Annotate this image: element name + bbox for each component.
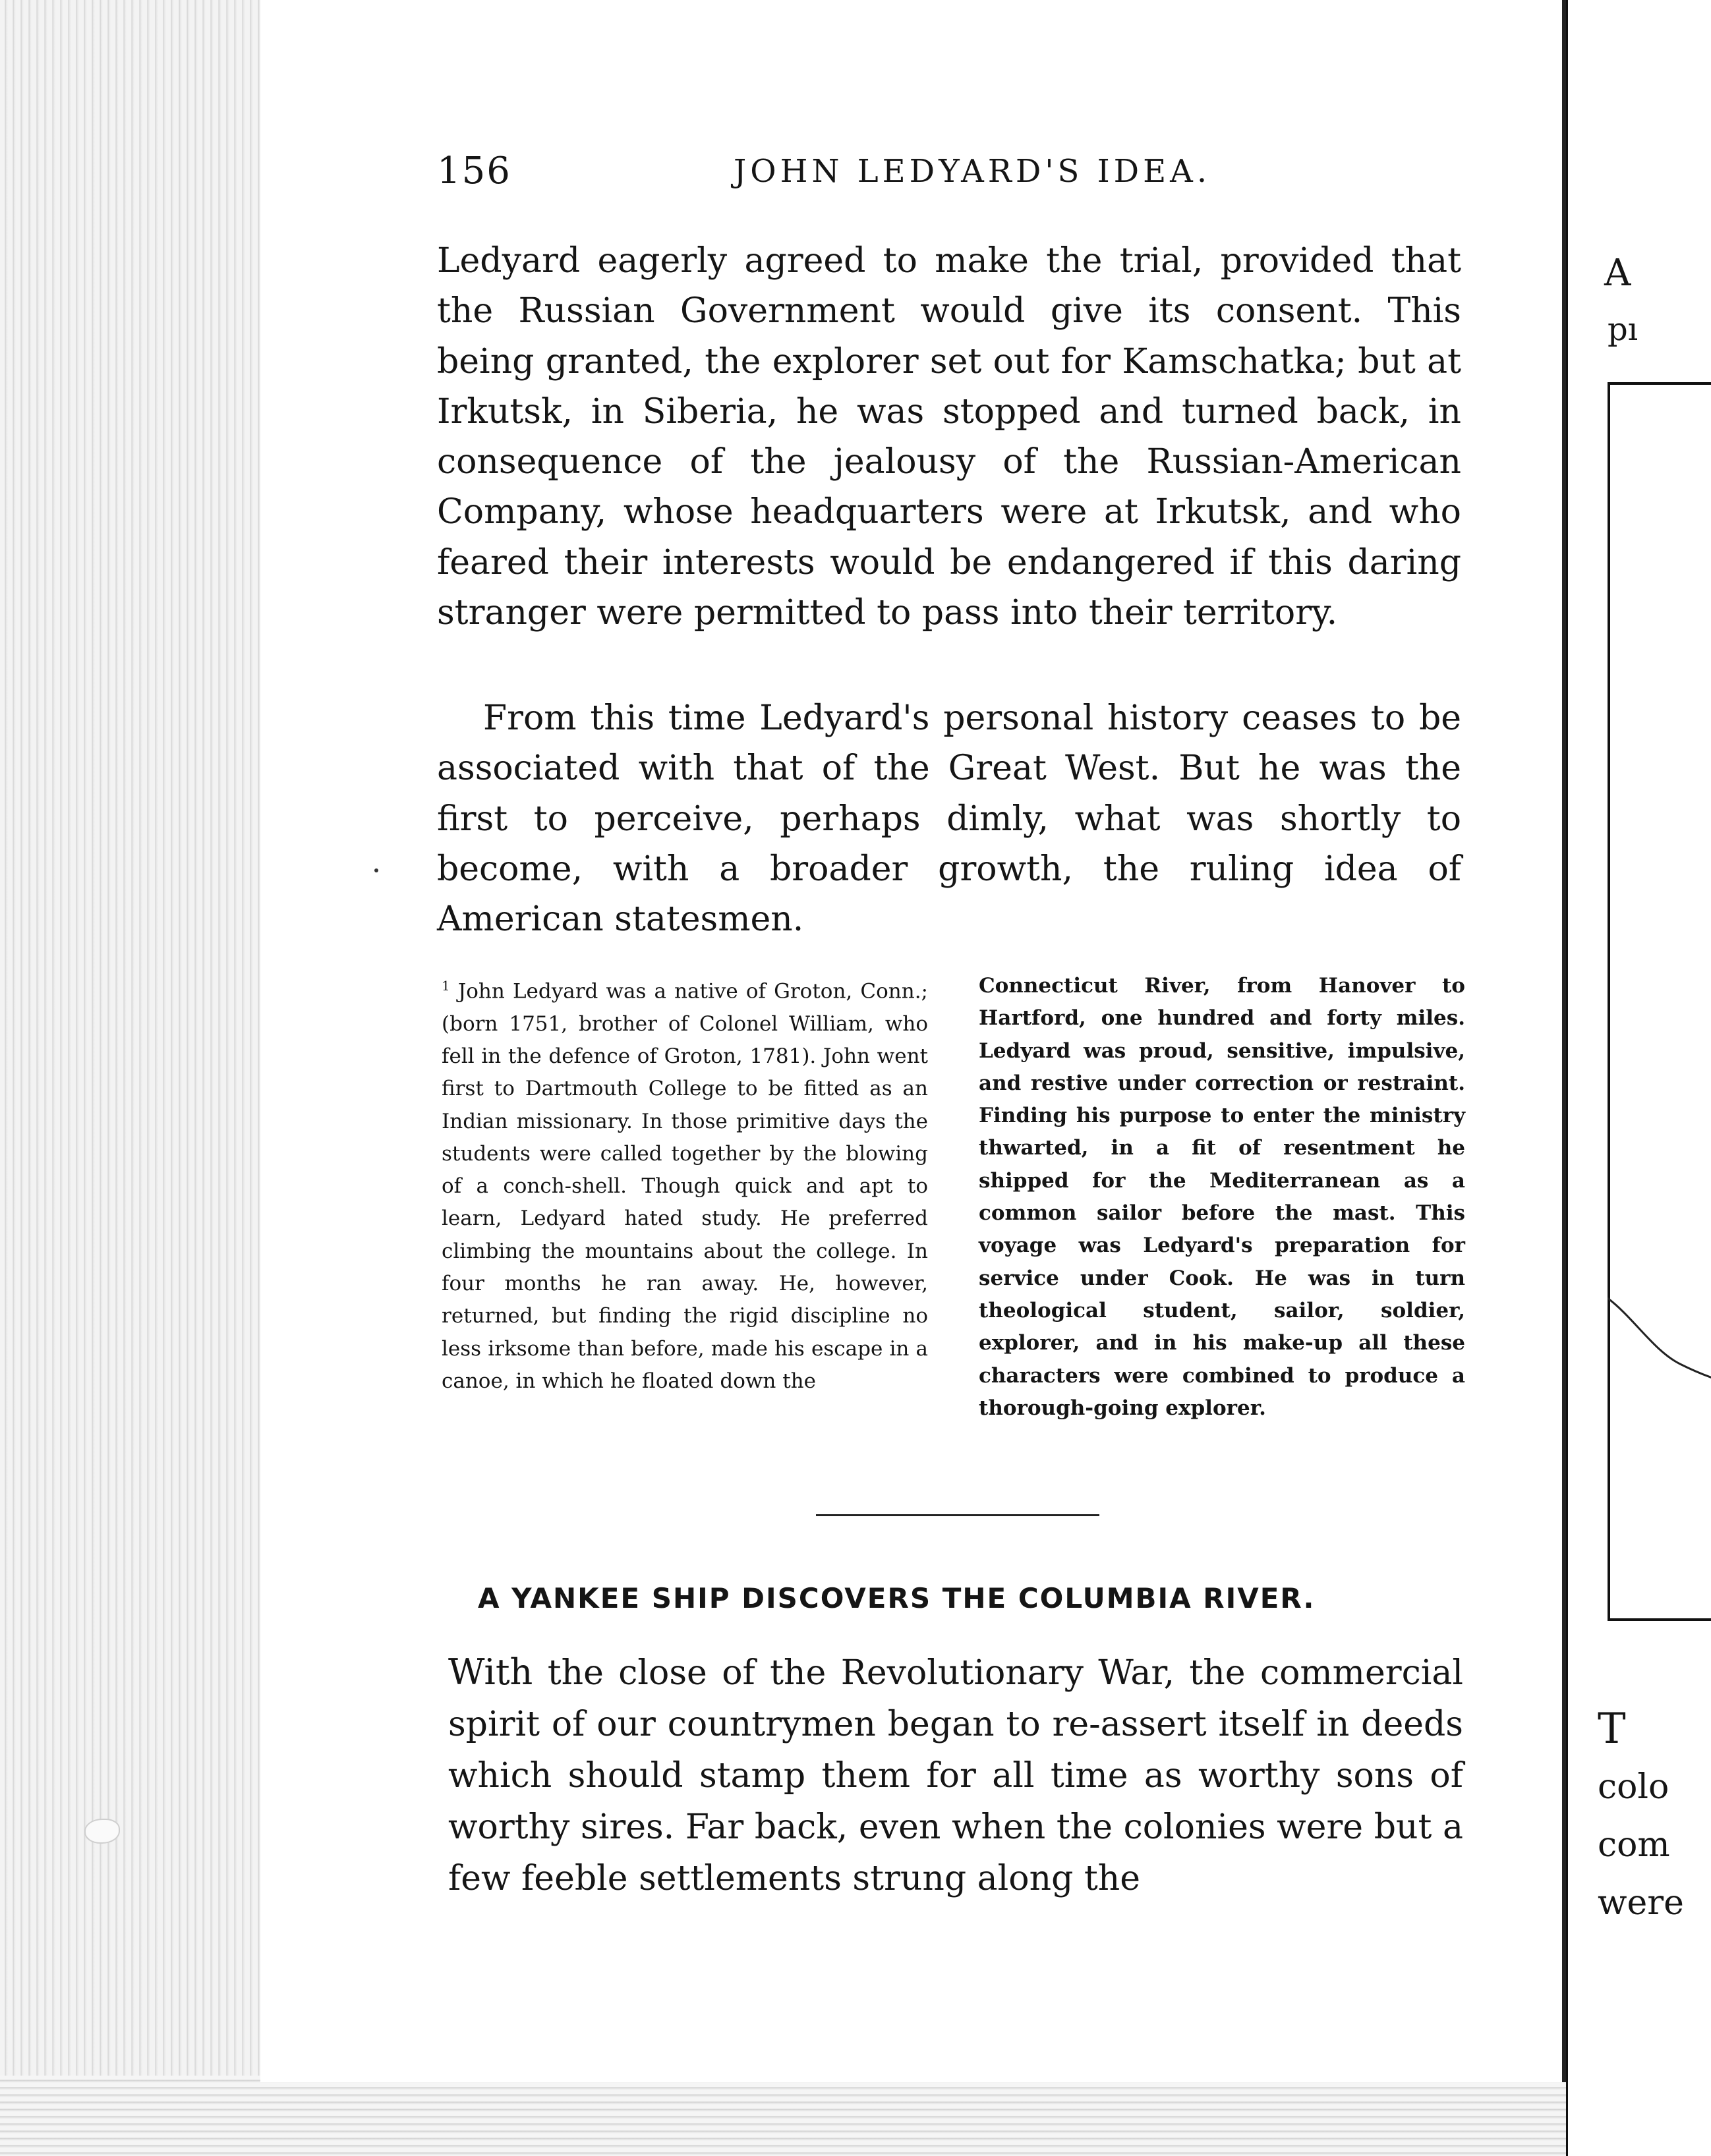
section-divider [816, 1514, 1099, 1516]
paper-blemish [84, 1819, 120, 1844]
section-paragraph-text: the close of the Revolutionary War, the commercial spirit of our countrymen began to re-assert itself in deeds which should stamp them for all time as worthy sons of worthy sires. Far back, even when the colonies were but a few feeble settlements strung along the [448, 1653, 1464, 1898]
section-paragraph [448, 1647, 1463, 1904]
running-head-title: JOHN LEDYARD'S IDEA. [734, 153, 1211, 190]
next-page-text-lines [1598, 1700, 1711, 1932]
footnote-column-1 [442, 970, 928, 1398]
next-page-text-1: A [1604, 252, 1631, 295]
section-lead-word: With [448, 1651, 533, 1693]
next-page-line: T [1598, 1705, 1626, 1753]
footnote-text-1: John Ledyard was a native of Groton, Conn.; (born 1751, brother of Colonel William, who fell in the defence of Groton, 1781). John went first to Dartmouth College to be fitted as an Indian missionary. In those primitive days the students were called together by the blowing of a conch-shell. Though quick and apt to learn, Ledyard hated study. He preferred climbing the mountains about the college. In four months he ran away. He, however, returned, but finding the rigid discipline no less irksome than before, made his escape in a canoe, in which he floated down the [442, 979, 928, 1393]
book-page-edges [0, 0, 262, 2156]
book-page-edges-bottom [0, 2076, 1569, 2156]
next-page-text-2: pı [1608, 311, 1638, 348]
next-page-map-line [1608, 1291, 1711, 1384]
footnote-column-2: Connecticut River, from Hanover to Hartford, one hundred and forty miles. Ledyard was proud, sensitive, impulsive, and restive under correction or restraint. Finding his purpose to enter the ministry thwarted, in a fit of resentment he shipped for the Mediterranean as a common sailor before the mast. This voyage was Ledyard's preparation for service under Cook. He was in turn theological student, sailor, soldier, explorer, and in his make-up all these characters were combined to produce a thorough-going explorer. [979, 974, 1465, 1420]
running-head [437, 148, 1461, 194]
next-page-line: were [1598, 1883, 1684, 1923]
ink-dot [374, 868, 378, 872]
next-page-fragment [1566, 0, 1711, 2156]
section-heading: A YANKEE SHIP DISCOVERS THE COLUMBIA RIVER. [478, 1582, 1316, 1614]
body-paragraph-1: Ledyard eagerly agreed to make the trial, provided that the Russian Government would give its consent. This being granted, the explorer set out for Kamschatka; but at Irkutsk, in Siberia, he was stopped and turned back, in consequence of the jealousy of the Russian-American Company, whose headquarters were at Irkutsk, and who feared their interests would be endangered if this daring stranger were permitted to pass into their territory. [437, 241, 1461, 633]
page-number: 156 [437, 150, 511, 192]
footnote-marker: 1 [442, 978, 450, 994]
next-page-line: colo [1598, 1767, 1669, 1807]
body-paragraph-2: From this time Ledyard's personal history ceases to be associated with that of the Great West. But he was the first to perceive, perhaps dimly, what was shortly to become, with a broader growth, the ruling idea of American statesmen. [437, 698, 1461, 940]
next-page-illustration-frame [1608, 382, 1711, 1621]
next-page-line: com [1598, 1825, 1670, 1865]
